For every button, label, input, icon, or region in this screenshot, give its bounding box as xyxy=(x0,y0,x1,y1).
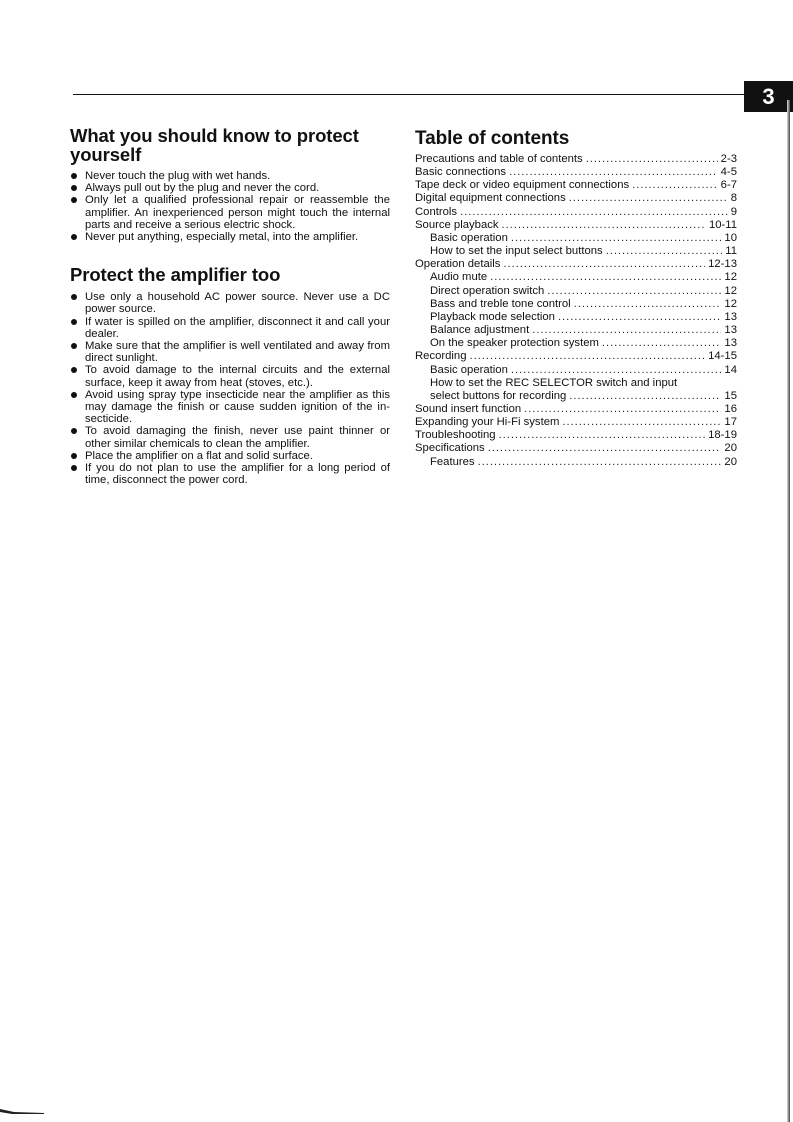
toc-entry-page: 6-7 xyxy=(720,179,737,192)
scan-corner-mark xyxy=(0,1108,44,1116)
toc-leader-dots xyxy=(632,179,718,192)
toc-leader-dots xyxy=(547,285,721,298)
toc-entry xyxy=(415,206,737,219)
toc-entry-title: Recording xyxy=(415,350,467,363)
list-item: Place the amplifier on a flat and solid surface. xyxy=(70,450,390,462)
toc-entry-page: 11 xyxy=(725,245,737,258)
header-rule xyxy=(73,94,748,95)
toc-entry xyxy=(415,219,737,232)
toc-entry xyxy=(415,442,737,455)
list-item: Use only a household AC power source. Never use a DC power source. xyxy=(70,291,390,315)
toc-entry-title: Sound insert function xyxy=(415,402,522,415)
toc-entry xyxy=(415,232,737,245)
toc-entry-title: Features xyxy=(430,455,475,468)
toc-entry-title: Source playback xyxy=(415,218,499,231)
toc-entry-title: Precautions and table of contents xyxy=(415,153,583,165)
toc-entry-page: 12 xyxy=(724,271,737,284)
toc-heading: Table of contents xyxy=(415,128,570,149)
toc-entry-title: Troubleshooting xyxy=(415,429,496,442)
toc-entry-title: How to set the input select buttons xyxy=(430,245,603,258)
toc-entry-title: Balance adjustment xyxy=(430,324,530,337)
safety-column xyxy=(70,126,390,486)
toc-column xyxy=(415,128,737,469)
toc-entry-title: Controls xyxy=(415,205,458,218)
toc-leader-dots xyxy=(524,403,721,416)
toc-leader-dots xyxy=(602,337,722,350)
toc-entry-page: 14-15 xyxy=(708,350,737,363)
toc-leader-dots xyxy=(586,153,718,166)
toc-entry xyxy=(415,364,737,377)
toc-entry-title: Basic operation xyxy=(430,231,508,244)
list-item: Always pull out by the plug and never the cord. xyxy=(70,182,390,194)
toc-entry xyxy=(415,285,737,298)
toc-leader-dots xyxy=(569,390,721,403)
toc-entry-page: 20 xyxy=(724,442,737,455)
toc-entry xyxy=(415,416,737,429)
toc-entry-title-continued: select buttons for recording xyxy=(430,389,567,402)
toc-entry-title: Bass and treble tone control xyxy=(430,297,571,310)
toc-entry xyxy=(415,192,737,205)
scan-edge-shadow xyxy=(787,100,790,1122)
toc-entry-title: Expanding your Hi-Fi system xyxy=(415,416,560,429)
toc-entry xyxy=(415,403,737,416)
toc-leader-dots xyxy=(606,245,723,258)
toc-entry xyxy=(415,166,737,179)
toc-entry-page: 12 xyxy=(724,284,737,297)
toc-entry-title: Tape deck or video equipment connections xyxy=(415,179,630,192)
toc-entry-title: Operation details xyxy=(415,258,501,271)
toc-entry-page: 10 xyxy=(724,231,737,244)
toc-entry-page: 2-3 xyxy=(720,153,737,165)
list-item: If water is spilled on the amplifier, disconnect it and call your dealer. xyxy=(70,316,390,340)
toc-entry-page: 14 xyxy=(724,363,737,376)
toc-leader-dots xyxy=(502,219,706,232)
toc-leader-dots xyxy=(511,232,722,245)
toc-entry-title: How to set the REC SELECTOR switch and input xyxy=(430,376,678,389)
toc-leader-dots xyxy=(478,456,722,469)
list-item: To avoid damage to the internal circuits and the external surface, keep it away from heat (stoves, etc.). xyxy=(70,364,390,388)
toc-entry-title: Playback mode selection xyxy=(430,310,555,323)
toc-entry-page: 15 xyxy=(724,389,737,402)
list-item: Never put anything, especially metal, into the amplifier. xyxy=(70,231,390,243)
toc-entry-page: 17 xyxy=(724,416,737,429)
toc-entry-title: Audio mute xyxy=(430,271,488,284)
toc-leader-dots xyxy=(569,192,728,205)
toc-entry-page: 16 xyxy=(724,402,737,415)
toc-entry-page: 10-11 xyxy=(708,218,737,231)
toc-entry xyxy=(415,245,737,258)
protect-amplifier-list xyxy=(70,291,390,486)
toc-leader-dots xyxy=(490,271,721,284)
protect-amplifier-heading: Protect the amplifier too xyxy=(70,264,281,286)
toc-entry-title: Basic connections xyxy=(415,166,507,179)
toc-entry-page: 18-19 xyxy=(708,429,737,442)
toc-entry-page: 4-5 xyxy=(720,166,737,179)
toc-leader-dots xyxy=(558,311,721,324)
toc-entry xyxy=(415,377,737,403)
toc-entry-page: 13 xyxy=(724,310,737,323)
toc-entry-page: 13 xyxy=(724,324,737,337)
toc-entry xyxy=(415,298,737,311)
toc-leader-dots xyxy=(532,324,721,337)
toc-entry xyxy=(415,271,737,284)
toc-entry-title: On the speaker protection system xyxy=(430,337,599,350)
toc-entry-page: 8 xyxy=(730,192,737,205)
protect-yourself-heading: What you should know to protect yourself xyxy=(70,125,359,165)
page-number-tab xyxy=(744,81,793,112)
toc-entry xyxy=(415,179,737,192)
toc-entry-page: 12 xyxy=(724,297,737,310)
protect-yourself-list xyxy=(70,170,390,243)
toc-leader-dots xyxy=(499,429,705,442)
toc-entry-page: 12-13 xyxy=(708,258,737,271)
toc-entry-title: Digital equipment connections xyxy=(415,192,566,205)
toc-entry xyxy=(415,311,737,324)
toc-entry xyxy=(415,350,737,363)
list-item: Only let a qualified professional repair or reassemble the amplifier. An inexperienced person might touch the internal parts and receive a serious electric shock. xyxy=(70,194,390,231)
toc-entry xyxy=(415,429,737,442)
toc-entry-title: Specifications xyxy=(415,442,485,455)
toc-entry-title: Basic operation xyxy=(430,363,508,376)
toc-entry xyxy=(415,153,737,166)
list-item: Make sure that the amplifier is well ventilated and away from direct sunlight. xyxy=(70,340,390,364)
toc-leader-dots xyxy=(488,442,722,455)
toc-list xyxy=(415,153,737,469)
toc-leader-dots xyxy=(574,298,722,311)
list-item: If you do not plan to use the amplifier for a long period of time, disconnect the power cord. xyxy=(70,462,390,486)
toc-leader-dots xyxy=(470,350,706,363)
toc-entry xyxy=(415,337,737,350)
toc-leader-dots xyxy=(460,206,728,219)
list-item: Avoid using spray type insecticide near the amplifier as this may damage the finish or cause sudden ignition of the in-secticide. xyxy=(70,389,390,426)
toc-leader-dots xyxy=(503,258,705,271)
list-item: Never touch the plug with wet hands. xyxy=(70,170,390,182)
toc-entry xyxy=(415,456,737,469)
toc-entry xyxy=(415,324,737,337)
toc-leader-dots xyxy=(509,166,718,179)
toc-entry-page: 9 xyxy=(730,205,737,218)
toc-entry-page: 20 xyxy=(724,455,737,468)
toc-entry-title: Direct operation switch xyxy=(430,284,545,297)
toc-leader-dots xyxy=(562,416,721,429)
list-item: To avoid damaging the finish, never use paint thinner or other similar chemicals to clean the amplifier. xyxy=(70,425,390,449)
page-number: 3 xyxy=(762,83,775,109)
toc-leader-dots xyxy=(511,364,722,377)
toc-entry xyxy=(415,258,737,271)
toc-entry-page: 13 xyxy=(724,337,737,350)
